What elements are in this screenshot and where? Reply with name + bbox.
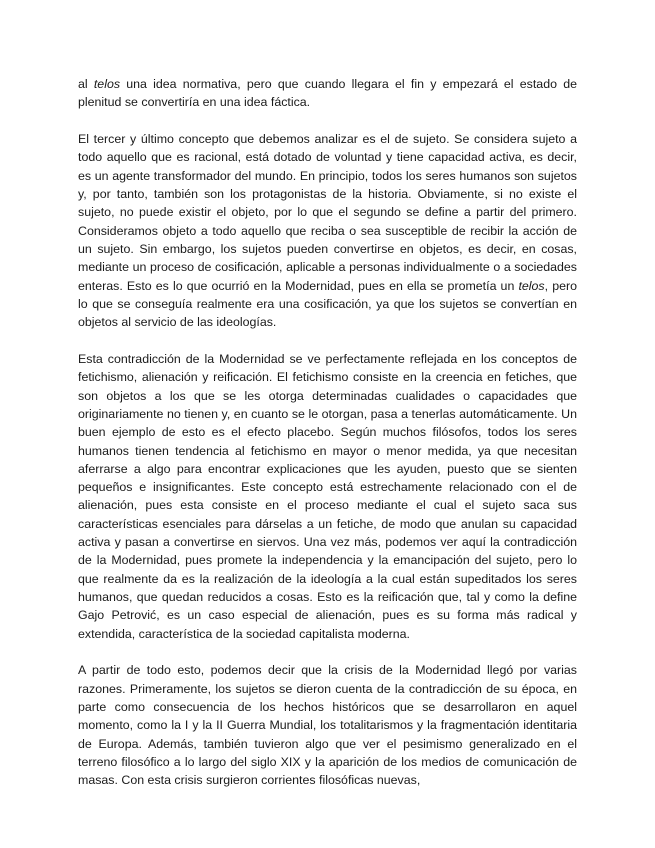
paragraph-2-italic-telos: telos [518, 278, 545, 293]
paragraph-1 [78, 75, 577, 112]
paragraph-1-text-1: al [78, 77, 94, 91]
paragraph-4 [78, 661, 577, 789]
paragraph-3 [78, 350, 577, 643]
paragraph-2-text-2: , pero lo que se conseguía realmente era una cosificación, ya que los sujetos se convertían en objetos al servicio de las ideologías. [78, 278, 577, 330]
paragraph-2 [78, 130, 577, 331]
paragraph-3-text-1: Esta contradicción de la Modernidad se ve perfectamente reflejada en los conceptos de fetichismo, alienación y reificación. El fetichismo consiste en la creencia en fetiches, que son objetos a los que se les otorga determinadas cualidades o capacidades que originariamente no tienen y, en cuanto se le otorgan, pasa a tenerlas automáticamente. Un buen ejemplo de esto es el efecto placebo. Según muchos filósofos, todos los seres humanos tienen tendencia al fetichismo en mayor o menor medida, ya que necesitan aferrarse a algo para encontrar explicaciones que les ayuden, puesto que se sienten pequeños e insignificantes. Este concepto está estrechamente relacionado con el de alienación, pues esta consiste en el proceso mediante el cual el sujeto saca sus características esenciales para dárselas a un fetiche, de modo que anulan su capacidad activa y pasan a convertirse en siervos. Una vez más, podemos ver aquí la contradicción de la Modernidad, pues promete la independencia y la emancipación del sujeto, pero lo que realmente da es la realización de la ideología a la cual están supeditados los seres humanos, que quedan reducidos a cosas. Esto es la reificación que, tal y como la define Gajo Petrović, es un caso especial de alienación, pues es su forma más radical y extendida, característica de la sociedad capitalista moderna. [78, 352, 577, 641]
paragraph-1-italic-telos: telos [93, 77, 121, 91]
paragraph-1-text-2: una idea normativa, pero que cuando llegara el fin y empezará el estado de plenitud se convertiría en una idea fáctica. [78, 77, 577, 110]
paragraph-2-text-1: El tercer y último concepto que debemos analizar es el de sujeto. Se considera sujeto a todo aquello que es racional, está dotado de voluntad y tiene capacidad activa, es decir, es un agente transformador del mundo. En principio, todos los seres humanos son sujetos y, por tanto, también son los protagonistas de la historia. Obviamente, si no existe el sujeto, no puede existir el objeto, por lo que el segundo se define a partir del primero. Consideramos objeto a todo aquello que reciba o sea susceptible de recibir la acción de un sujeto. Sin embargo, los sujetos pueden convertirse en objetos, es decir, en cosas, mediante un proceso de cosificación, aplicable a personas individualmente o a sociedades enteras. Esto es lo que ocurrió en la Modernidad, pues en ella se prometía un [78, 132, 577, 293]
document-page [78, 75, 577, 808]
paragraph-4-text-1: A partir de todo esto, podemos decir que la crisis de la Modernidad llegó por varias razones. Primeramente, los sujetos se dieron cuenta de la contradicción de su época, en parte como consecuencia de los hechos históricos que se desarrollaron en aquel momento, como la I y la II Guerra Mundial, los totalitarismos y la fragmentación identitaria de Europa. Además, también tuvieron algo que ver el pesimismo generalizado en el terreno filosófico a lo largo del siglo XIX y la aparición de los medios de comunicación de masas. Con esta crisis surgieron corrientes filosóficas nuevas, [78, 663, 577, 788]
